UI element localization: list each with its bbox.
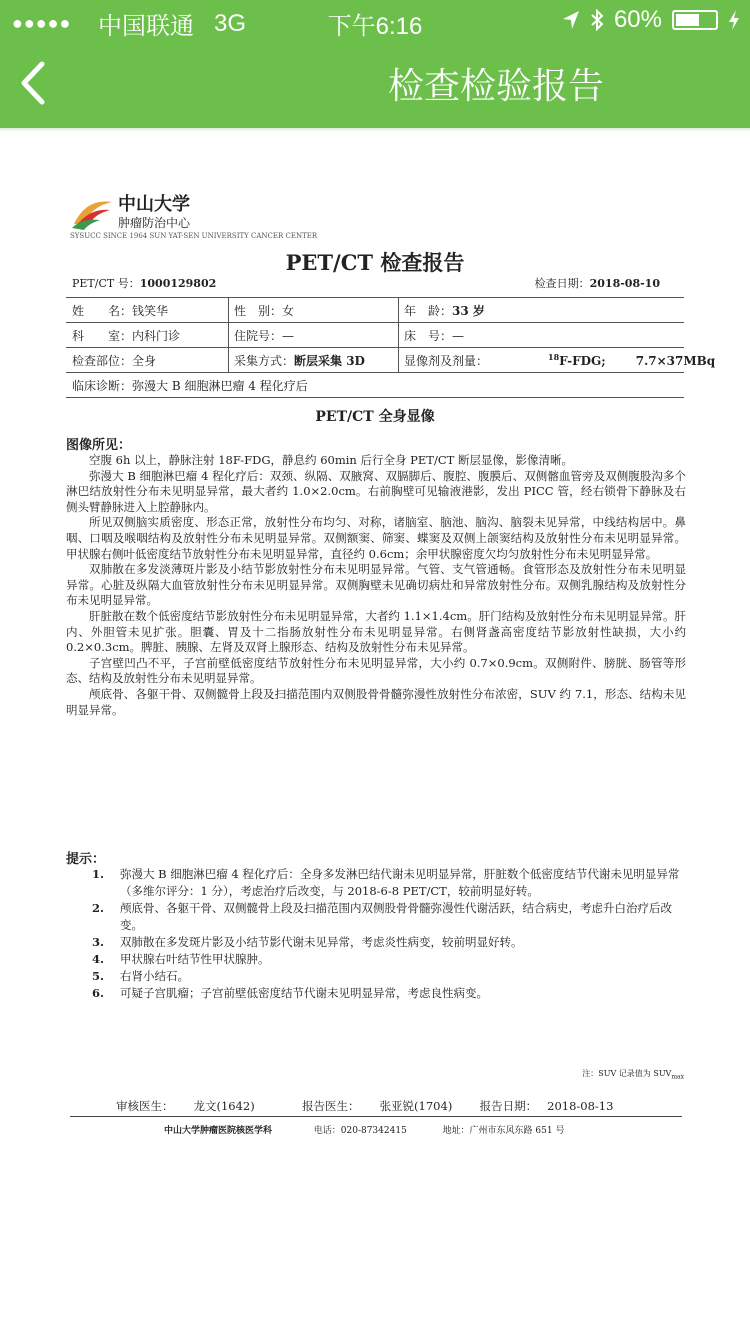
impression-number: 6. bbox=[92, 986, 105, 1000]
back-chevron-icon[interactable] bbox=[14, 58, 54, 108]
findings-paragraph: 双肺散在多发淡薄斑片影及小结节影放射性分布未见明显异常。气管、支气管通畅。食管形态及放射性分布未见明显异常。心脏及纵隔大血管放射性分布未见明显异常。双侧胸壁未见确切病灶和异常放射性分布。双侧乳腺结构及放射性分布未见明显异常。 bbox=[66, 562, 686, 608]
patient-dept: 科 室：内科门诊 bbox=[72, 329, 181, 343]
exam-date: 检查日期：2018-08-10 bbox=[534, 277, 660, 290]
impression-text: 颅底骨、各躯干骨、双侧髋骨上段及扫描范围内双侧股骨骨髓弥漫性代谢活跃，结合病史，考虑升白治疗后改变。 bbox=[120, 901, 672, 932]
signatures bbox=[116, 1098, 613, 1114]
findings-paragraph: 子宫壁凹凸不平，子宫前壁低密度结节放射性分布未见明显异常，大小约 0.7×0.9cm。双侧附件、膀胱、肠管等形态、结构及放射性分布未见明显异常。 bbox=[66, 655, 686, 686]
impressions-list bbox=[92, 866, 686, 1002]
impression-number: 1. bbox=[92, 867, 105, 881]
info-row-2 bbox=[66, 322, 684, 347]
logo-emblem-icon bbox=[70, 194, 114, 232]
impression-text: 可疑子宫肌瘤；子宫前壁低密度结节代谢未见明显异常，考虑良性病变。 bbox=[120, 986, 488, 1000]
section-title: PET/CT 全身显像 bbox=[315, 409, 435, 425]
impression-number: 5. bbox=[92, 969, 105, 983]
impression-item bbox=[92, 866, 686, 900]
patient-sex: 性 别：女 bbox=[234, 304, 295, 318]
findings-paragraph: 所见双侧脑实质密度、形态正常，放射性分布均匀、对称，诸脑室、脑池、脑沟、脑裂未见异常，中线结构居中。鼻咽、口咽及喉咽结构及放射性分布未见明显异常。双侧额窦、筛窦、蝶窦及双侧上颌窦结构及放射性分布未见明显异常。甲状腺右侧叶低密度结节放射性分布未见明显异常，直径约 0.6cm；余甲状腺密度欠均匀放射性分布未见明显异常。 bbox=[66, 515, 686, 561]
logo-english bbox=[70, 232, 317, 240]
page-title: 检查检验报告 bbox=[388, 66, 605, 107]
impression-item bbox=[92, 968, 686, 985]
reviewer: 审核医生： 龙文(1642) bbox=[116, 1099, 255, 1113]
carrier-name: 中国联通 bbox=[98, 13, 194, 40]
network-type: 3G bbox=[214, 9, 247, 37]
impression-text: 弥漫大 B 细胞淋巴瘤 4 程化疗后：全身多发淋巴结代谢未见明显异常，肝脏数个低密度结节代谢未见明显异常（多维尔评分：1 分），考虑治疗后改变，与 2018-6-8 PET/CT，较前明显好转。 bbox=[120, 867, 680, 898]
charging-bolt-icon bbox=[728, 9, 740, 31]
exam-site: 检查部位：全身 bbox=[72, 354, 157, 368]
acquisition-method: 采集方式：断层采集 3D bbox=[234, 354, 365, 368]
logo-university: 中山大学 bbox=[118, 194, 190, 215]
logo-abbr: SYSUCC bbox=[70, 232, 101, 240]
logo-department: 肿瘤防治中心 bbox=[118, 216, 191, 230]
inpatient-number: 住院号：— bbox=[234, 329, 295, 343]
findings-text bbox=[66, 453, 686, 718]
info-row-3 bbox=[66, 347, 716, 372]
bed-number: 床 号：— bbox=[404, 329, 465, 343]
status-time: 下午6:16 bbox=[327, 13, 423, 40]
logo-english-name: SUN YAT-SEN UNIVERSITY CANCER CENTER bbox=[149, 232, 318, 240]
pet-ct-number: PET/CT 号：1000129802 bbox=[72, 277, 217, 290]
footer-phone: 电话：020-87342415 bbox=[313, 1126, 407, 1136]
impression-item bbox=[92, 900, 686, 934]
impression-text: 甲状腺右叶结节性甲状腺肿。 bbox=[120, 952, 270, 966]
impression-number: 3. bbox=[92, 935, 105, 949]
findings-paragraph: 肝脏散在数个低密度结节影放射性分布未见明显异常，大者约 1.1×1.4cm。肝门结构及放射性分布未见明显异常。肝内、外胆管未见扩张。胆囊、胃及十二指肠放射性分布未见明显异常。右侧肾盏高密度结节影放射性缺损，大小约 0.2×0.3cm。脾脏、胰腺、左肾及双肾上腺形态、结构及放射性分布未见异常。 bbox=[66, 608, 686, 655]
impression-text: 双肺散在多发斑片影及小结节影代谢未见异常，考虑炎性病变，较前明显好转。 bbox=[120, 935, 523, 949]
footer-divider bbox=[70, 1116, 682, 1117]
battery-percent: 60% bbox=[613, 6, 662, 33]
status-bar bbox=[0, 0, 750, 40]
impression-item bbox=[92, 985, 686, 1002]
findings-paragraph: 颅底骨、各躯干骨、双侧髋骨上段及扫描范围内双侧股骨骨髓弥漫性放射性分布浓密，SUV 约 7.1，形态、结构未见明显异常。 bbox=[66, 686, 686, 717]
info-row-4 bbox=[66, 372, 684, 397]
location-arrow-icon bbox=[562, 10, 580, 30]
battery-level bbox=[676, 14, 699, 26]
report-title: PET/CT 检查报告 bbox=[285, 250, 465, 275]
logo-since: SINCE 1964 bbox=[103, 232, 148, 240]
impression-number: 4. bbox=[92, 952, 105, 966]
navigation-bar bbox=[0, 40, 750, 128]
report-document bbox=[0, 132, 750, 1334]
impression-text: 右肾小结石。 bbox=[120, 969, 189, 983]
info-row-1 bbox=[66, 297, 684, 322]
reporter: 报告医生： 张亚锐(1704) bbox=[302, 1099, 453, 1113]
suv-note: 注：SUV 记录值为 $SUV_{max}$ bbox=[582, 1069, 684, 1081]
report-date: 报告日期： 2018-08-13 bbox=[479, 1099, 614, 1113]
battery-icon bbox=[672, 10, 718, 30]
findings-paragraph: 空腹 6h 以上，静脉注射 18F-FDG，静息约 60min 后行全身 PET/CT 断层显像，影像清晰。 bbox=[89, 453, 573, 467]
impression-item bbox=[92, 951, 686, 968]
bluetooth-icon bbox=[590, 9, 604, 31]
impression-number: 2. bbox=[92, 901, 105, 915]
tracer-dose: 显像剂及剂量： $^{18}$F-FDG; 7.7×37MBq bbox=[404, 352, 716, 368]
findings-heading: 图像所见： bbox=[66, 438, 132, 453]
clinical-diagnosis: 临床诊断：弥漫大 B 细胞淋巴瘤 4 程化疗后 bbox=[72, 379, 308, 393]
footer-address: 地址：广州市东风东路 651 号 bbox=[442, 1126, 565, 1136]
patient-name: 姓 名：钱笑华 bbox=[72, 304, 169, 318]
findings-paragraph: 弥漫大 B 细胞淋巴瘤 4 程化疗后：双颈、纵隔、双腋窝、双膈脚后、腹腔、腹膜后、双侧髂血管旁及双侧腹股沟多个淋巴结放射性分布未见明显异常，最大者约 1.0×2.0cm。右前胸壁可见输液港影，发出 PICC 管，经右锁骨下静脉及右侧头臂静脉进入上腔静脉内。 bbox=[66, 468, 686, 514]
impression-item bbox=[92, 934, 686, 951]
signal-strength-icon: ●●●●● bbox=[12, 13, 72, 33]
footer bbox=[164, 1123, 564, 1136]
footer-hospital: 中山大学肿瘤医院核医学科 bbox=[164, 1126, 273, 1136]
patient-age: 年 龄：33 岁 bbox=[404, 304, 485, 318]
impressions-heading: 提示： bbox=[66, 852, 106, 867]
